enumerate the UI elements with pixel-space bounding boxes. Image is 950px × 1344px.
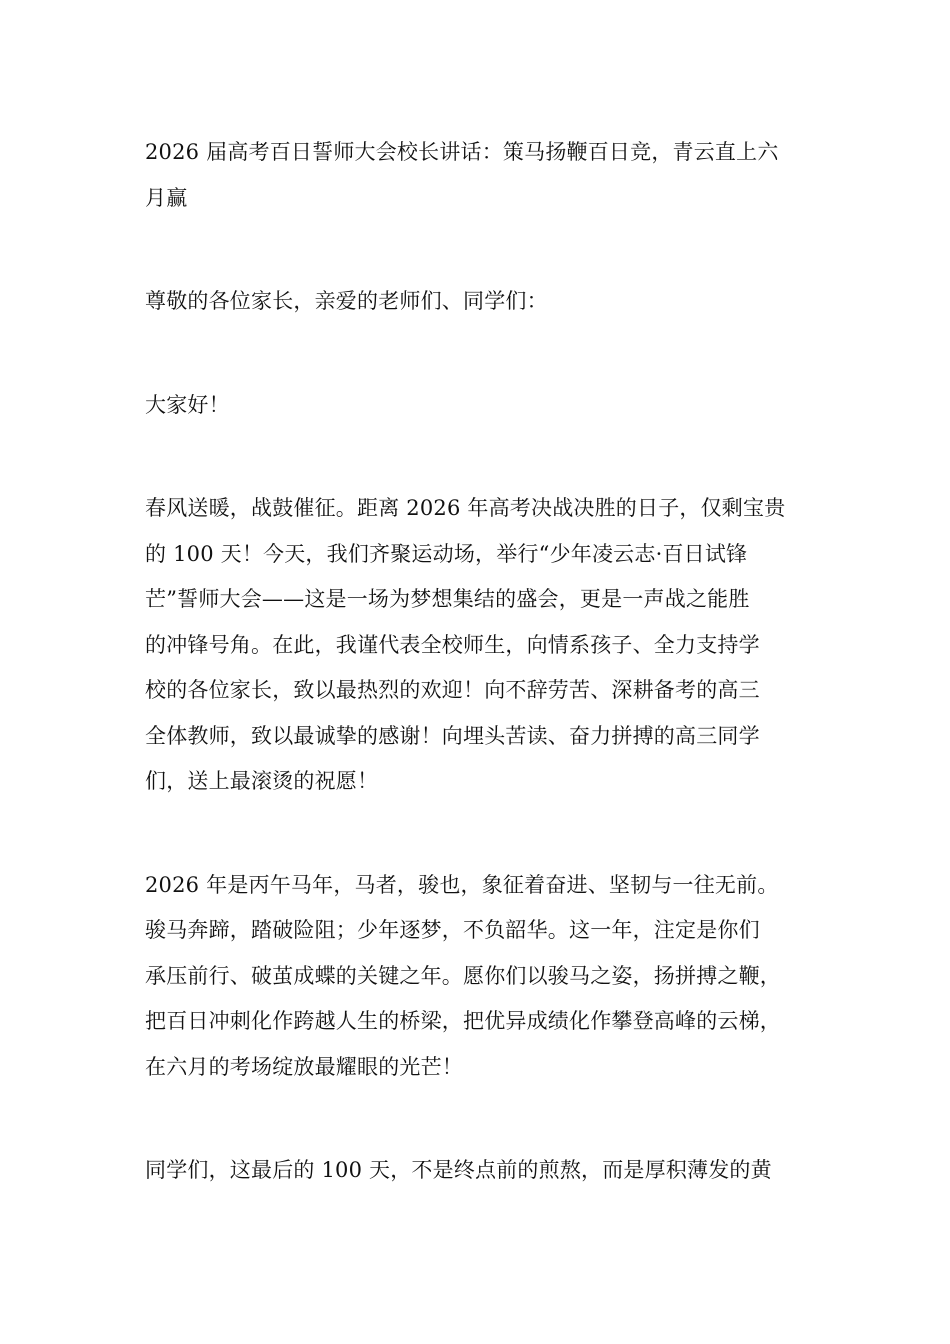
paragraph-line: 芒”誓师大会——这是一场为梦想集结的盛会，更是一声战之能胜: [145, 587, 750, 611]
paragraph-3: [145, 1148, 825, 1194]
paragraph-spacer: [145, 428, 825, 486]
paragraph-line: 把百日冲刺化作跨越人生的桥梁，把优异成绩化作攀登高峰的云梯，: [145, 1009, 781, 1033]
paragraph-line: 2026 年是丙午马年，马者，骏也，象征着奋进、坚韧与一往无前。: [145, 872, 779, 897]
title-line: 月赢: [145, 185, 188, 210]
greeting: [145, 383, 825, 429]
paragraph-line: 校的各位家长，致以最热烈的欢迎！向不辞劳苦、深耕备考的高三: [145, 678, 760, 702]
paragraph-1: [145, 486, 825, 805]
paragraph-2: [145, 863, 825, 1091]
paragraph-line: 的冲锋号角。在此，我谨代表全校师生，向情系孩子、全力支持学: [145, 632, 760, 657]
paragraph-spacer: [145, 1090, 825, 1148]
paragraph-line: 骏马奔蹄，踏破险阻；少年逐梦，不负韶华。这一年，注定是你们: [145, 918, 760, 942]
paragraph-line: 春风送暖，战鼓催征。距离 2026 年高考决战决胜的日子，仅剩宝贵: [145, 496, 786, 520]
paragraph-line: 的 100 天！今天，我们齐聚运动场，举行“少年凌云志·百日试锋: [145, 541, 748, 566]
paragraph-spacer: [145, 805, 825, 863]
paragraph-line: 同学们，这最后的 100 天，不是终点前的煎熬，而是厚积薄发的黄: [145, 1158, 772, 1182]
paragraph-line: 全体教师，致以最诚挚的感谢！向埋头苦读、奋力拼搏的高三同学: [145, 723, 760, 748]
document-title: [145, 130, 825, 221]
paragraph-spacer: [145, 325, 825, 383]
salutation: [145, 279, 825, 325]
document-body: [145, 130, 825, 1194]
title-line: 2026 届高考百日誓师大会校长讲话：策马扬鞭百日竞，青云直上六: [145, 140, 779, 164]
paragraph-line: 在六月的考场绽放最耀眼的光芒！: [145, 1054, 463, 1079]
salutation-line: 尊敬的各位家长，亲爱的老师们、同学们：: [145, 289, 548, 313]
greeting-line: 大家好！: [145, 392, 230, 417]
paragraph-line: 承压前行、破茧成蝶的关键之年。愿你们以骏马之姿，扬拼搏之鞭，: [145, 963, 781, 988]
paragraph-spacer: [145, 221, 825, 279]
paragraph-line: 们，送上最滚烫的祝愿！: [145, 769, 379, 793]
